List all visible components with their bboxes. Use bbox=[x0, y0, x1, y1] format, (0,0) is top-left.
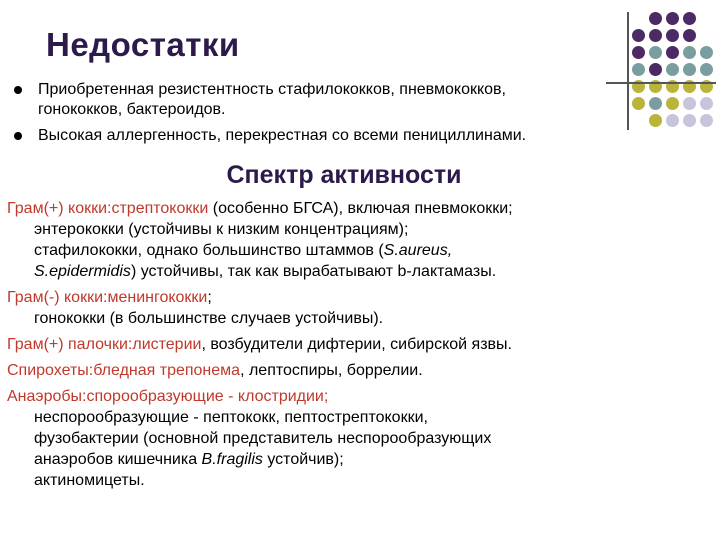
item-text: гонококки (в большинстве случаев устойчивы). bbox=[34, 310, 384, 327]
bullet-text-line-2: гонококков, бактероидов. bbox=[38, 101, 226, 118]
decorative-dot bbox=[683, 29, 696, 42]
bullet-allergenicity bbox=[8, 126, 688, 146]
item-text: анаэробов кишечника bbox=[34, 451, 202, 468]
decorative-dot bbox=[632, 46, 645, 59]
activity-spectrum-list bbox=[7, 198, 707, 496]
decorative-dot bbox=[632, 29, 645, 42]
decorative-dot bbox=[649, 12, 662, 25]
item-text: энтерококки (устойчивы к низким концентрациям); bbox=[34, 221, 409, 238]
species-name: S.epidermidis bbox=[34, 263, 131, 280]
bullet-dot-icon bbox=[14, 132, 22, 140]
decorative-dot bbox=[700, 46, 713, 59]
decorative-dot bbox=[666, 63, 679, 76]
item-heading: Грам(+) кокки:стрептококки bbox=[7, 200, 209, 217]
decorative-dot bbox=[700, 97, 713, 110]
decorative-dot bbox=[683, 12, 696, 25]
item-heading: Анаэробы:спорообразующие - клостридии; bbox=[7, 388, 329, 405]
item-text: , возбудители дифтерии, сибирской язвы. bbox=[201, 336, 512, 353]
decorative-dot bbox=[683, 63, 696, 76]
bullet-resistance bbox=[8, 80, 688, 120]
decorative-dot bbox=[666, 12, 679, 25]
item-heading: Спирохеты:бледная трепонема bbox=[7, 362, 241, 379]
item-text: (особенно БГСА), включая пневмококки; bbox=[208, 200, 513, 217]
species-name: S.aureus, bbox=[383, 242, 453, 259]
item-text: неспорообразующие - пептококк, пептострептококки, bbox=[34, 409, 428, 426]
decorative-dot bbox=[700, 63, 713, 76]
item-text: ) устойчивы, так как вырабатывают b-лактамазы. bbox=[130, 263, 497, 280]
item-text: актиномицеты. bbox=[34, 472, 145, 489]
bullet-text-line-1: Приобретенная резистентность стафилококков, пневмококков, bbox=[38, 81, 506, 98]
item-anaerobes bbox=[7, 386, 707, 491]
item-gram-positive-rods bbox=[7, 334, 707, 355]
item-heading: Грам(-) кокки:менингококки bbox=[7, 289, 208, 306]
item-gram-positive-cocci bbox=[7, 198, 707, 282]
drawbacks-list bbox=[8, 80, 688, 152]
decorative-dot bbox=[649, 63, 662, 76]
item-gram-negative-cocci bbox=[7, 287, 707, 329]
decorative-dot bbox=[700, 114, 713, 127]
item-text: ; bbox=[207, 289, 212, 306]
species-name: B.fragilis bbox=[201, 451, 263, 468]
item-text: фузобактерии (основной представитель неспорообразующих bbox=[34, 430, 492, 447]
item-text: устойчив); bbox=[262, 451, 344, 468]
decorative-dot bbox=[649, 46, 662, 59]
item-spirochetes bbox=[7, 360, 707, 381]
item-text: стафилококки, однако большинство штаммов ( bbox=[34, 242, 384, 259]
decorative-dot bbox=[649, 29, 662, 42]
section-title: Спектр активности bbox=[226, 161, 462, 189]
decorative-dot bbox=[666, 46, 679, 59]
decorative-dot bbox=[683, 46, 696, 59]
decorative-dot bbox=[632, 63, 645, 76]
bullet-text-line-1: Высокая аллергенность, перекрестная со всеми пенициллинами. bbox=[38, 127, 527, 144]
bullet-dot-icon bbox=[14, 86, 22, 94]
slide-title: Недостатки bbox=[46, 26, 240, 63]
decorative-dot bbox=[666, 29, 679, 42]
item-text: , лептоспиры, боррелии. bbox=[240, 362, 423, 379]
item-heading: Грам(+) палочки:листерии bbox=[7, 336, 202, 353]
